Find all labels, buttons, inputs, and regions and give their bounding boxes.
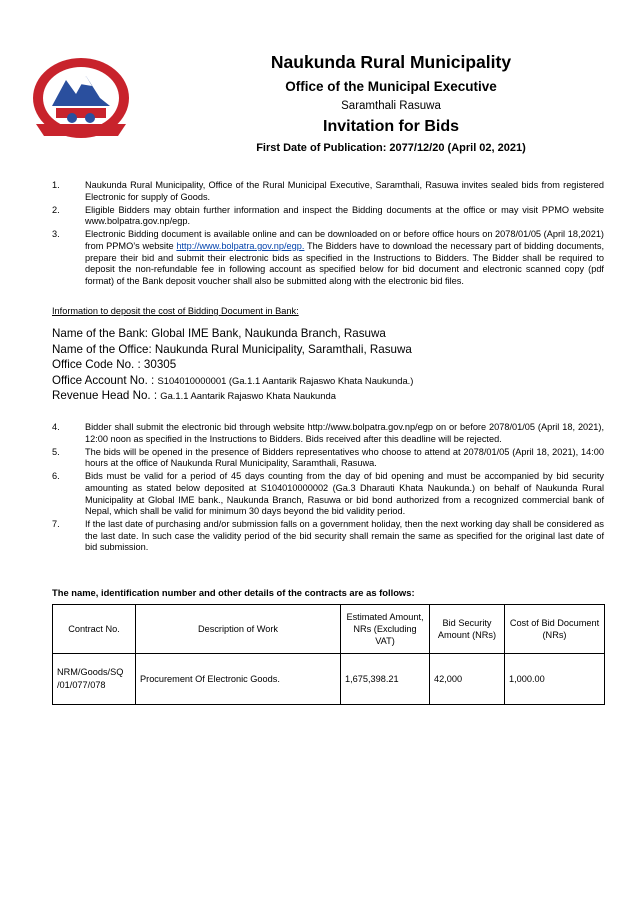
item-number: 1. [52, 180, 60, 190]
description-cell: Procurement Of Electronic Goods. [136, 654, 341, 705]
deposit-heading: Information to deposit the cost of Bidding Document in Bank: [52, 306, 299, 316]
item-number: 3. [52, 229, 60, 240]
table-header-row [53, 605, 605, 654]
item-text: The Bidders have to download the necessary part of bidding documents, prepare their bid and submit their electronic bids as specified in the Instructions to Bidders. The Bidder shall be required to deposit the non-refundable fee in following account as specified below for bid document and electronic scanned copy (pdf format) of the Bank deposit voucher shall also be submitted along with the electronic bid files. [85, 240, 604, 286]
list-item [52, 180, 604, 203]
office-code: Office Code No. : 30305 [52, 358, 177, 372]
bank-info [52, 326, 612, 404]
item-number: 5. [52, 446, 60, 457]
list-item [52, 471, 604, 517]
item-number: 7. [52, 519, 60, 530]
revenue-value: Ga.1.1 Aantarik Rajaswo Khata Naukunda [160, 390, 336, 402]
government-emblem-icon [30, 54, 132, 140]
item-number: 6. [52, 471, 60, 482]
page-title: Invitation for Bids [323, 118, 459, 135]
item-text: The bids will be opened in the presence of Bidders representatives who choose to attend at 2078/01/05 (April 18, 2021), 14:00 hours at the office of Naukunda Rural Municipality, Saramthali, Rasuwa. [85, 446, 604, 469]
item-text: Naukunda Rural Municipality, Office of the Rural Municipal Executive, Saramthali, Rasuwa invites sealed bids from registered Electronic for supply of Goods. [85, 180, 604, 202]
contracts-table [52, 604, 605, 705]
office-name-line: Name of the Office: Naukunda Rural Municipality, Saramthali, Rasuwa [52, 342, 412, 356]
account-value: S104010000001 (Ga.1.1 Aantarik Rajaswo Khata Naukunda.) [157, 374, 414, 386]
table-caption: The name, identification number and other details of the contracts are as follows: [52, 587, 415, 598]
bank-name: Name of the Bank: Global IME Bank, Naukunda Branch, Rasuwa [52, 327, 386, 340]
item-text: Bidder shall submit the electronic bid through website http://www.bolpatra.gov.np/egp on or before 2078/01/05 (April 18, 2021), 12:00 noon as specified in the Instructions to Bidders. Bids received after this deadline will be rejected. [85, 422, 604, 444]
list-item [52, 519, 604, 554]
item-text: If the last date of purchasing and/or submission falls on a government holiday, then the next working day shall be considered as the last date. In such case the validity period of the bid security shall remain the same as specified for the original last date of bid submission. [85, 519, 604, 553]
location: Saramthali Rasuwa [341, 100, 441, 112]
list-item [52, 205, 604, 228]
item-text: Bids must be valid for a period of 45 days counting from the day of bid opening and must be accompanied by bid security amounting as stated below deposited at S104010000002 (Ga.3 Dharauti Khata Naukunda.) on behalf of Naukunda Rural Municipality at Global IME bank., Naukunda Branch, Rasuwa or bid bond authorized from a recognized commercial bank of Nepal, which shall be valid for minimum 30 days beyond the bid validity period. [85, 471, 604, 517]
instructions-list-b [52, 422, 604, 556]
list-item [52, 447, 604, 470]
contract-no-cell: NRM/Goods/SQ /01/077/078 [53, 654, 136, 705]
instructions-list-a [52, 180, 604, 289]
municipality-name: Naukunda Rural Municipality [270, 52, 512, 72]
item-text: Eligible Bidders may obtain further information and inspect the Bidding documents at the office or may visit PPMO website www.bolpatra.gov.np/egp. [85, 204, 604, 227]
column-header: Bid Security Amount (NRs) [430, 605, 505, 654]
column-header: Cost of Bid Document (NRs) [505, 605, 605, 654]
table-row [53, 654, 605, 705]
publication-date: First Date of Publication: 2077/12/20 (April 02, 2021) [256, 142, 526, 154]
bid-security-cell: 42,000 [430, 654, 505, 705]
document-cost-cell: 1,000.00 [505, 654, 605, 705]
office-name: Office of the Municipal Executive [285, 79, 497, 94]
account-line [52, 373, 612, 389]
list-item [52, 422, 604, 445]
account-label: Office Account No. : [52, 373, 158, 387]
column-header: Contract No. [53, 605, 136, 654]
revenue-label: Revenue Head No. : [52, 389, 161, 403]
item-text: Electronic Bidding document is available online and can be downloaded on or before office hours on 2078/01/05 (April 18,2021) from PPMO’s website [85, 229, 604, 251]
column-header: Estimated Amount, NRs (Excluding VAT) [341, 605, 430, 654]
item-number: 4. [52, 422, 60, 432]
item-number: 2. [52, 204, 60, 215]
list-item [52, 229, 604, 287]
column-header: Description of Work [136, 605, 341, 654]
estimated-amount-cell: 1,675,398.21 [341, 654, 430, 705]
ppmo-link[interactable]: http://www.bolpatra.gov.np/egp. [176, 240, 305, 251]
revenue-line [52, 388, 612, 404]
